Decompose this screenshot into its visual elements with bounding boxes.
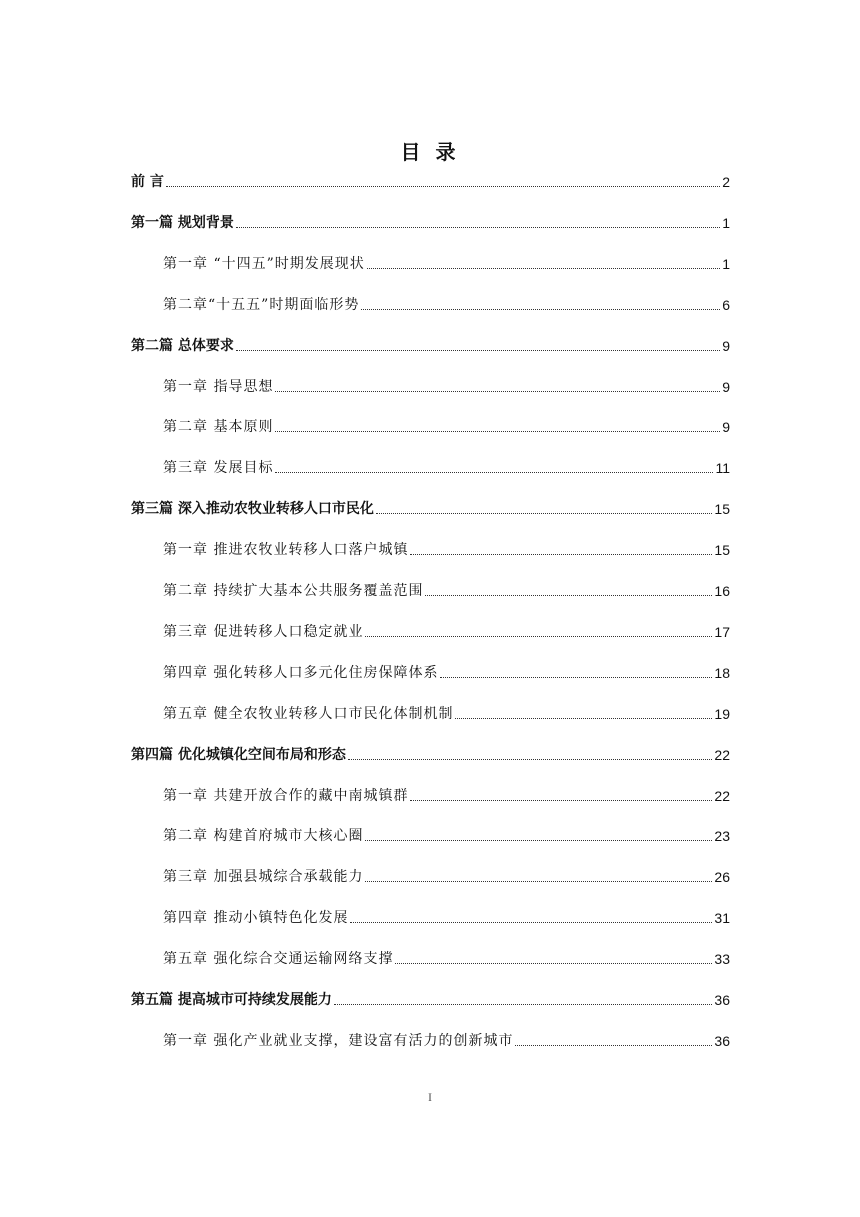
toc-entry-page-number: 26 [714,869,730,886]
toc-entry-label: 第二章“十五五”时期面临形势 [163,296,360,313]
dot-leader [275,431,720,432]
dot-leader [395,963,712,964]
dot-leader [166,186,720,187]
toc-part-entry[interactable] [131,743,730,765]
toc-chapter-entry[interactable] [163,375,730,397]
toc-entry-label: 第五章 强化综合交通运输网络支撑 [163,951,394,968]
toc-entry-page-number: 22 [714,787,730,804]
toc-entry-label: 第一章 强化产业就业支撑，建设富有活力的创新城市 [163,1032,514,1049]
toc-entry-label: 第一章 共建开放合作的藏中南城镇群 [163,787,409,804]
toc-chapter-entry[interactable] [163,415,730,437]
dot-leader [515,1045,712,1046]
toc-entry-page-number: 9 [722,378,730,395]
page-number: I [428,1090,432,1104]
dot-leader [367,268,720,269]
toc-entry-page-number: 36 [714,1032,730,1049]
toc-part-entry[interactable] [131,334,730,356]
toc-chapter-entry[interactable] [163,620,730,642]
toc-entry-label: 第三章 促进转移人口稳定就业 [163,623,364,640]
toc-entry-label: 第四篇 优化城镇化空间布局和形态 [131,746,346,763]
toc-entry-page-number: 22 [714,746,730,763]
toc-entry-label: 第一章 推进农牧业转移人口落户城镇 [163,542,409,559]
toc-entry-label: 第一章 “十四五”时期发展现状 [163,255,365,272]
dot-leader [455,718,712,719]
toc-entry-page-number: 18 [714,664,730,681]
toc-part-entry[interactable] [131,170,730,192]
toc-entry-page-number: 6 [722,296,730,313]
toc-chapter-entry[interactable] [163,824,730,846]
toc-entry-page-number: 17 [714,623,730,640]
toc-chapter-entry[interactable] [163,579,730,601]
toc-entry-label: 第三篇 深入推动农牧业转移人口市民化 [131,501,374,518]
dot-leader [410,554,712,555]
toc-chapter-entry[interactable] [163,947,730,969]
toc-part-entry[interactable] [131,988,730,1010]
toc-entry-label: 第二章 构建首府城市大核心圈 [163,828,364,845]
dot-leader [236,227,720,228]
toc-entry-page-number: 31 [714,910,730,927]
dot-leader [365,636,712,637]
toc-entry-label: 第四章 推动小镇特色化发展 [163,910,349,927]
toc-entry-page-number: 36 [714,992,730,1008]
toc-entry-page-number: 2 [722,174,730,190]
dot-leader [348,759,713,760]
dot-leader [275,472,713,473]
toc-entry-label: 第三章 加强县城综合承载能力 [163,869,364,886]
dot-leader [425,595,712,596]
toc-entry-page-number: 15 [714,501,730,518]
dot-leader [361,309,720,310]
toc-entry-label: 第二篇 总体要求 [131,337,234,354]
toc-entry-label: 第二章 基本原则 [163,419,274,436]
toc-entry-label: 前 言 [131,174,164,190]
dot-leader [275,391,720,392]
dot-leader [350,922,712,923]
toc-entry-page-number: 23 [714,828,730,845]
toc-entry-page-number: 9 [722,337,730,354]
toc-entry-label: 第二章 持续扩大基本公共服务覆盖范围 [163,583,424,599]
toc-entry-page-number: 16 [714,583,730,599]
toc-chapter-entry[interactable] [163,865,730,887]
toc-part-entry[interactable] [131,211,730,233]
dot-leader [365,840,712,841]
toc-entry-page-number: 1 [722,255,730,272]
toc-entry-page-number: 33 [714,951,730,968]
toc-part-entry[interactable] [131,497,730,519]
toc-chapter-entry[interactable] [163,661,730,683]
page-title: 目 录 [400,140,460,164]
toc-entry-label: 第五章 健全农牧业转移人口市民化体制机制 [163,705,454,722]
toc-chapter-entry[interactable] [163,456,730,478]
toc-entry-label: 第三章 发展目标 [163,460,274,477]
toc-entry-label: 第四章 强化转移人口多元化住房保障体系 [163,664,439,681]
toc-chapter-entry[interactable] [163,538,730,560]
toc-entry-label: 第一章 指导思想 [163,378,274,395]
toc-chapter-entry[interactable] [163,252,730,274]
toc-entry-page-number: 11 [715,460,730,477]
dot-leader [376,513,713,514]
dot-leader [236,350,720,351]
toc-entry-page-number: 9 [722,419,730,436]
toc-chapter-entry[interactable] [163,293,730,315]
dot-leader [410,800,712,801]
dot-leader [334,1004,713,1005]
dot-leader [365,881,712,882]
toc-entry-label: 第一篇 规划背景 [131,214,234,231]
toc-chapter-entry[interactable] [163,1029,730,1051]
toc-entry-page-number: 19 [714,705,730,722]
toc-entry-page-number: 1 [722,214,730,231]
toc-chapter-entry[interactable] [163,702,730,724]
toc-chapter-entry[interactable] [163,784,730,806]
dot-leader [440,677,712,678]
toc-entry-label: 第五篇 提高城市可持续发展能力 [131,992,332,1008]
toc-chapter-entry[interactable] [163,906,730,928]
toc-entry-page-number: 15 [714,542,730,559]
